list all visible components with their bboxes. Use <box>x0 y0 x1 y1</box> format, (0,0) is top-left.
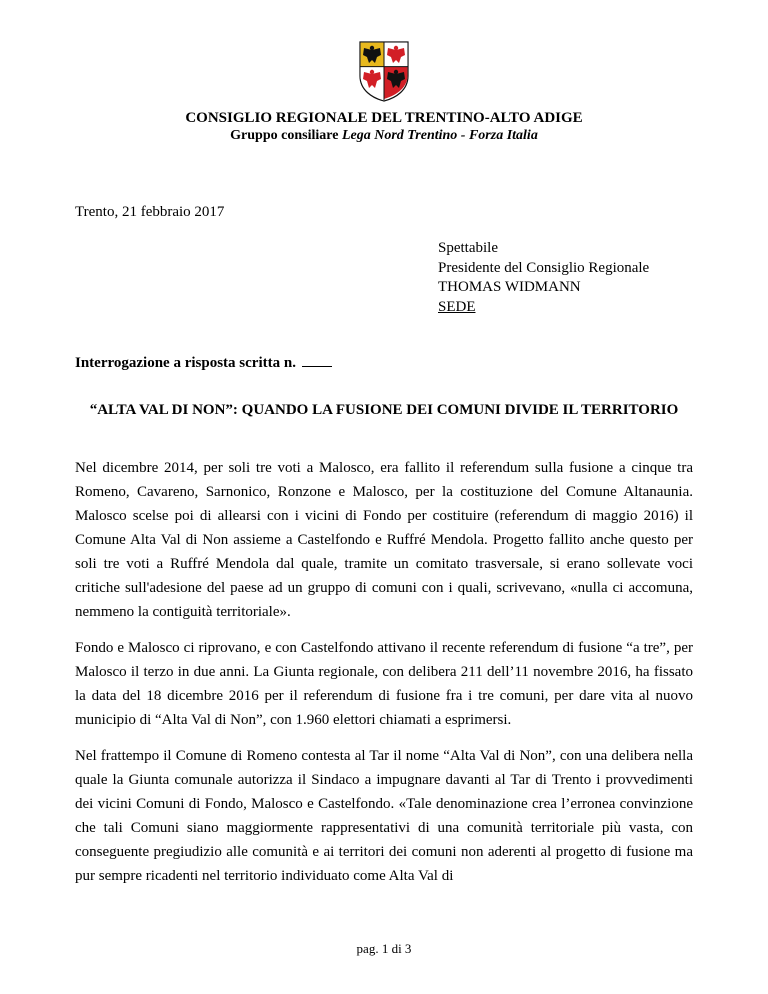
letter-date: Trento, 21 febbraio 2017 <box>75 204 225 220</box>
paragraph: Nel dicembre 2014, per soli tre voti a Malosco, era fallito il referendum sulla fusione a cinque tra Romeno, Cavareno, Sarnonico, Ronzone e Malosco, per la costituzione del Comune Altanaunia. Malosco scelse poi di allearsi con i vicini di Fondo per costituire (referendum di maggio 2016) il Comune Alta Val di Non assieme a Castelfondo e Ruffré Mendola. Progetto fallito anche questo per soli tre voti a Ruffré Mendola dal quale, tramite un comitato trasversale, si erano sollevate voci critiche sull'adesione del paese ad un gruppo di comuni con i quali, scrivevano, «nulla ci accomuna, nemmeno la contiguità territoriale». <box>75 460 693 620</box>
group-parties: Lega Nord Trentino - Forza Italia <box>341 128 538 143</box>
paragraph: Fondo e Malosco ci riprovano, e con Castelfondo attivano il recente referendum di fusione “a tre”, per Malosco il terzo in due anni. La Giunta regionale, con delibera 211 dell’11 novembre 2016, ha fissato la data del 18 dicembre 2016 per il referendum di fusione fra i tre comuni, per dare vita al nuovo municipio di “Alta Val di Non”, con 1.960 elettori chiamati a esprimersi. <box>75 640 693 728</box>
interrogation-label <box>75 353 332 372</box>
recipient-salutation: Spettabile <box>438 240 498 256</box>
group-prefix: Gruppo consiliare <box>230 128 342 143</box>
coat-of-arms-icon <box>358 40 410 102</box>
number-blank <box>302 353 332 367</box>
page-number: pag. 1 di 3 <box>356 941 412 956</box>
group-name <box>0 128 768 144</box>
recipient-name: THOMAS WIDMANN <box>438 279 581 295</box>
recipient-role: Presidente del Consiglio Regionale <box>438 259 650 276</box>
document-body <box>75 456 693 900</box>
document-title: “ALTA VAL DI NON”: QUANDO LA FUSIONE DEI COMUNI DIVIDE IL TERRITORIO <box>89 402 679 418</box>
interrogation-text: Interrogazione a risposta scritta n. <box>75 355 296 371</box>
recipient-address <box>438 239 649 317</box>
paragraph: Nel frattempo il Comune di Romeno contesta al Tar il nome “Alta Val di Non”, con una delibera nella quale la Giunta comunale autorizza il Sindaco a impugnare davanti al Tar di Trento i provvedimenti dei vicini Comuni di Fondo, Malosco e Castelfondo. «Tale denominazione crea l’erronea convinzione che tali Comuni siano maggiormente rappresentativi di una comunità territoriale più vasta, con conseguente pregiudizio alle comunità e ai territori dei comuni non aderenti al progetto di fusione ma pur sempre ricadenti nel territorio individuato come Alta Val di <box>75 748 693 884</box>
recipient-location: SEDE <box>438 298 476 315</box>
council-name: CONSIGLIO REGIONALE DEL TRENTINO-ALTO ADIGE <box>185 110 583 126</box>
